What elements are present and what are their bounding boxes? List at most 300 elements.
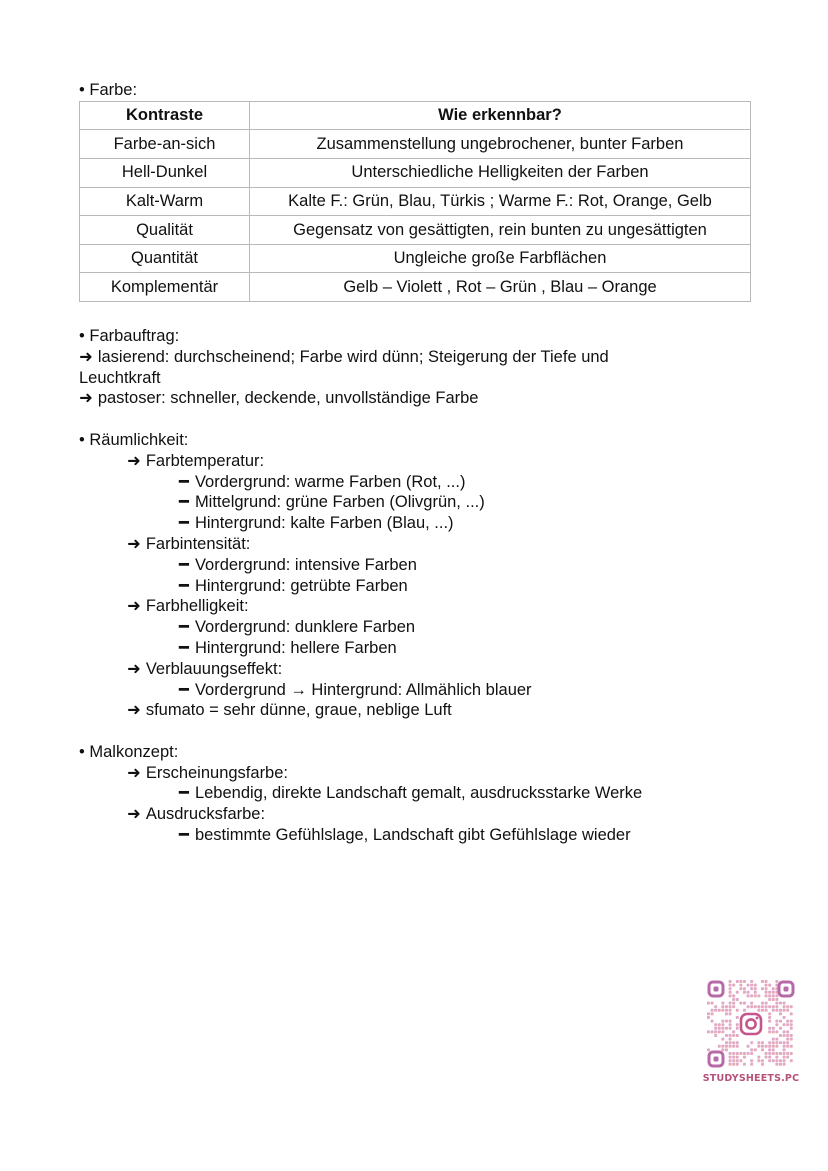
qr-module	[714, 1027, 717, 1030]
qr-module	[775, 1023, 778, 1026]
qr-module	[772, 1009, 775, 1012]
table-row	[80, 187, 751, 216]
qr-module	[750, 984, 753, 987]
qr-module	[732, 1041, 735, 1044]
qr-module	[736, 1016, 739, 1019]
group-label: ➜ Farbintensität:	[127, 534, 251, 553]
qr-module	[729, 1012, 732, 1015]
qr-module	[768, 994, 771, 997]
table-row	[80, 216, 751, 245]
qr-module	[768, 1045, 771, 1048]
qr-module	[786, 1023, 789, 1026]
qr-module	[718, 1009, 721, 1012]
header-wie-erkennbar: Wie erkennbar?	[250, 101, 751, 130]
qr-module	[783, 1030, 786, 1033]
qr-module	[707, 1048, 710, 1051]
qr-module	[750, 1063, 753, 1066]
qr-module	[750, 1002, 753, 1005]
group-label: ➜ Verblauungseffekt:	[127, 659, 283, 678]
qr-module	[721, 1005, 724, 1008]
qr-module	[750, 1005, 753, 1008]
list-item: ➜ pastoser: schneller, deckende, unvollständige Farbe	[79, 389, 479, 408]
qr-module	[743, 991, 746, 994]
section-farbauftrag	[79, 326, 769, 409]
qr-module	[732, 1052, 735, 1055]
qr-module	[768, 1030, 771, 1033]
list-item: ━ Hintergrund: hellere Farben	[179, 638, 397, 657]
qr-module	[750, 1059, 753, 1062]
qr-module	[739, 987, 742, 990]
qr-module	[736, 1041, 739, 1044]
qr-module	[714, 1030, 717, 1033]
group-label: ➜ Farbtemperatur:	[127, 451, 265, 470]
qr-module	[772, 1030, 775, 1033]
qr-module	[775, 1059, 778, 1062]
qr-module	[772, 1005, 775, 1008]
qr-module	[721, 1030, 724, 1033]
qr-module	[786, 1020, 789, 1023]
table-cell: Quantität	[80, 244, 250, 273]
qr-module	[718, 1030, 721, 1033]
qr-module	[757, 1059, 760, 1062]
qr-module	[768, 998, 771, 1001]
qr-module	[711, 1012, 714, 1015]
qr-module	[725, 1005, 728, 1008]
qr-module	[747, 1052, 750, 1055]
table-row	[80, 130, 751, 159]
dash-icon: ━	[179, 680, 189, 699]
qr-module	[761, 1009, 764, 1012]
qr-module	[775, 1030, 778, 1033]
qr-module	[768, 991, 771, 994]
qr-module	[765, 1002, 768, 1005]
list-item: ━ Vordergrund → Hintergrund: Allmählich blauer	[179, 680, 532, 699]
qr-module	[711, 1002, 714, 1005]
qr-module	[750, 1048, 753, 1051]
qr-module	[786, 1030, 789, 1033]
qr-module	[775, 1038, 778, 1041]
qr-module	[729, 1045, 732, 1048]
table-cell: Qualität	[80, 216, 250, 245]
qr-module	[783, 1005, 786, 1008]
qr-module	[772, 987, 775, 990]
qr-module	[772, 1045, 775, 1048]
qr-module	[786, 1052, 789, 1055]
table-row	[80, 158, 751, 187]
qr-module	[779, 1041, 782, 1044]
qr-module	[765, 984, 768, 987]
qr-module	[732, 1056, 735, 1059]
table-row	[80, 244, 751, 273]
list-item: ━ Vordergrund: warme Farben (Rot, ...)	[179, 472, 466, 491]
qr-module	[739, 1002, 742, 1005]
qr-module	[783, 1052, 786, 1055]
list-item: ━ Hintergrund: kalte Farben (Blau, ...)	[179, 514, 454, 533]
kontraste-table	[79, 101, 751, 302]
qr-module	[743, 1056, 746, 1059]
qr-module	[729, 980, 732, 983]
qr-module	[725, 1045, 728, 1048]
qr-module	[732, 994, 735, 997]
section-malkonzept	[79, 742, 769, 846]
qr-module	[721, 1020, 724, 1023]
qr-module	[725, 1027, 728, 1030]
qr-module	[729, 1052, 732, 1055]
qr-module	[761, 987, 764, 990]
qr-module	[714, 1023, 717, 1026]
qr-module	[721, 1048, 724, 1051]
qr-module	[783, 1009, 786, 1012]
qr-module	[775, 1045, 778, 1048]
qr-module	[761, 1048, 764, 1051]
group-label: ➜ Erscheinungsfarbe:	[127, 763, 288, 782]
qr-module	[768, 1012, 771, 1015]
qr-module	[750, 987, 753, 990]
qr-module	[772, 1041, 775, 1044]
list-item: ➜ lasierend: durchscheinend; Farbe wird dünn; Steigerung der Tiefe und Leuchtkraft	[79, 347, 609, 387]
qr-module	[743, 1002, 746, 1005]
qr-module	[743, 1063, 746, 1066]
qr-module	[790, 1059, 793, 1062]
qr-module	[761, 1002, 764, 1005]
qr-module	[729, 1023, 732, 1026]
list-item: ━ Vordergrund: dunklere Farben	[179, 618, 416, 637]
table-cell: Gelb – Violett , Rot – Grün , Blau – Orange	[250, 273, 751, 302]
qr-module	[768, 1056, 771, 1059]
qr-module	[747, 991, 750, 994]
qr-module	[779, 1002, 782, 1005]
qr-module	[775, 1056, 778, 1059]
qr-module	[775, 1020, 778, 1023]
qr-module	[772, 1048, 775, 1051]
qr-module	[765, 1009, 768, 1012]
qr-module	[736, 1056, 739, 1059]
qr-module	[765, 1056, 768, 1059]
group-label: ➜ Ausdrucksfarbe:	[127, 805, 266, 824]
table-row	[80, 273, 751, 302]
qr-module	[765, 994, 768, 997]
arrow-icon: ➜	[79, 347, 93, 366]
qr-module	[732, 1005, 735, 1008]
qr-module	[790, 1012, 793, 1015]
qr-module	[721, 1027, 724, 1030]
qr-module	[729, 1027, 732, 1030]
qr-module	[768, 1005, 771, 1008]
qr-module	[768, 1020, 771, 1023]
qr-module	[779, 1034, 782, 1037]
qr-module	[729, 1009, 732, 1012]
table-cell: Kalt-Warm	[80, 187, 250, 216]
qr-module	[729, 987, 732, 990]
qr-module	[721, 1002, 724, 1005]
qr-module	[761, 980, 764, 983]
qr-module	[783, 1023, 786, 1026]
section-farbe	[79, 80, 769, 302]
list-item: ━ bestimmte Gefühlslage, Landschaft gibt Gefühlslage wieder	[179, 826, 631, 845]
qr-module	[783, 1056, 786, 1059]
qr-module	[736, 1023, 739, 1026]
qr-module	[729, 1056, 732, 1059]
qr-module	[779, 1012, 782, 1015]
qr-module	[729, 991, 732, 994]
header-kontraste: Kontraste	[80, 101, 250, 130]
qr-module	[772, 994, 775, 997]
table-cell: Zusammenstellung ungebrochener, bunter Farben	[250, 130, 751, 159]
qr-module	[707, 1016, 710, 1019]
qr-module	[721, 1045, 724, 1048]
qr-module	[779, 1009, 782, 1012]
table-cell: Farbe-an-sich	[80, 130, 250, 159]
qr-module	[779, 1063, 782, 1066]
table-header-row	[80, 101, 751, 130]
qr-module	[775, 998, 778, 1001]
qr-module	[721, 1023, 724, 1026]
heading-malkonzept: • Malkonzept:	[79, 742, 179, 761]
qr-module	[775, 1005, 778, 1008]
qr-module	[772, 1038, 775, 1041]
qr-module	[775, 1009, 778, 1012]
list-item: ━ Hintergrund: getrübte Farben	[179, 576, 408, 595]
qr-module	[729, 1059, 732, 1062]
table-cell: Unterschiedliche Helligkeiten der Farben	[250, 158, 751, 187]
dash-icon: ━	[179, 638, 189, 657]
qr-module	[732, 1002, 735, 1005]
qr-module	[750, 1041, 753, 1044]
qr-module	[761, 1045, 764, 1048]
arrow-icon: ➜	[127, 659, 141, 678]
qr-module	[772, 1059, 775, 1062]
studysheets-label: STUDYSHEETS.PC	[702, 1073, 800, 1084]
qr-module	[743, 1009, 746, 1012]
qr-module	[718, 1045, 721, 1048]
qr-module	[732, 1030, 735, 1033]
section-raeumlichkeit	[79, 430, 769, 721]
qr-module	[775, 1063, 778, 1066]
qr-module	[765, 1005, 768, 1008]
qr-module	[783, 1034, 786, 1037]
qr-module	[783, 1002, 786, 1005]
table-cell: Hell-Dunkel	[80, 158, 250, 187]
qr-module	[765, 980, 768, 983]
dash-icon: ━	[179, 555, 189, 574]
qr-module	[779, 1020, 782, 1023]
dash-icon: ━	[179, 576, 189, 595]
qr-module	[725, 1048, 728, 1051]
qr-module	[765, 991, 768, 994]
qr-module	[775, 1052, 778, 1055]
qr-module	[707, 1012, 710, 1015]
qr-module	[790, 1027, 793, 1030]
qr-module	[754, 1048, 757, 1051]
qr-module	[711, 1030, 714, 1033]
qr-module	[736, 1059, 739, 1062]
qr-module	[718, 1023, 721, 1026]
qr-module	[743, 987, 746, 990]
qr-module	[754, 987, 757, 990]
qr-module	[729, 1038, 732, 1041]
qr-module	[775, 1041, 778, 1044]
qr-module	[768, 1048, 771, 1051]
qr-module	[732, 998, 735, 1001]
list-item: ━ Mittelgrund: grüne Farben (Olivgrün, ...)	[179, 493, 485, 512]
qr-module	[754, 994, 757, 997]
qr-module	[775, 1002, 778, 1005]
qr-module	[750, 1052, 753, 1055]
dash-icon: ━	[179, 826, 189, 845]
qr-module	[754, 1005, 757, 1008]
qr-module	[790, 1005, 793, 1008]
qr-module	[754, 984, 757, 987]
group-label: ➜ sfumato = sehr dünne, graue, neblige Luft	[127, 701, 452, 720]
qr-module	[786, 1034, 789, 1037]
arrow-icon: ➜	[79, 389, 93, 408]
qr-module	[783, 1059, 786, 1062]
qr-module	[783, 1048, 786, 1051]
qr-module	[714, 1005, 717, 1008]
qr-module	[765, 1045, 768, 1048]
qr-module	[736, 1045, 739, 1048]
qr-module	[765, 1052, 768, 1055]
qr-module	[721, 1009, 724, 1012]
qr-module	[772, 1027, 775, 1030]
dash-icon: ━	[179, 784, 189, 803]
qr-module	[729, 1020, 732, 1023]
qr-module	[732, 1034, 735, 1037]
qr-module	[768, 1052, 771, 1055]
qr-module	[739, 1052, 742, 1055]
qr-module	[772, 1052, 775, 1055]
arrow-icon: ➜	[127, 805, 141, 824]
qr-module	[729, 1063, 732, 1066]
qr-module	[761, 1005, 764, 1008]
qr-module	[725, 1009, 728, 1012]
qr-module	[714, 1034, 717, 1037]
qr-module	[775, 980, 778, 983]
qr-module	[707, 1030, 710, 1033]
qr-module	[757, 1009, 760, 1012]
qr-module	[790, 1038, 793, 1041]
qr-module	[732, 984, 735, 987]
qr-module	[779, 1052, 782, 1055]
list-item: ━ Vordergrund: intensive Farben	[179, 555, 417, 574]
qr-module	[779, 1027, 782, 1030]
list-item: ━ Lebendig, direkte Landschaft gemalt, ausdrucksstarke Werke	[179, 784, 643, 803]
qr-module	[775, 994, 778, 997]
qr-module	[750, 994, 753, 997]
qr-module	[786, 1005, 789, 1008]
qr-module	[772, 991, 775, 994]
heading-farbauftrag: • Farbauftrag:	[79, 326, 180, 345]
qr-module	[739, 1059, 742, 1062]
qr-module	[783, 1041, 786, 1044]
table-cell: Ungleiche große Farbflächen	[250, 244, 751, 273]
qr-module	[736, 980, 739, 983]
qr-module	[786, 1009, 789, 1012]
table-cell: Gegensatz von gesättigten, rein bunten zu ungesättigten	[250, 216, 751, 245]
qr-module	[757, 1045, 760, 1048]
qr-module	[757, 1041, 760, 1044]
table-cell: Komplementär	[80, 273, 250, 302]
qr-module	[736, 1063, 739, 1066]
heading-raeumlichkeit: • Räumlichkeit:	[79, 430, 189, 449]
qr-module	[786, 1056, 789, 1059]
qr-module	[736, 1052, 739, 1055]
qr-module	[790, 1023, 793, 1026]
qr-module	[747, 994, 750, 997]
qr-module	[768, 1016, 771, 1019]
qr-module	[736, 1034, 739, 1037]
qr-module	[747, 984, 750, 987]
arrow-icon: ➜	[127, 701, 141, 720]
qr-module	[729, 1034, 732, 1037]
qr-module	[765, 987, 768, 990]
qr-module	[732, 1045, 735, 1048]
dash-icon: ━	[179, 493, 189, 512]
qr-module	[750, 980, 753, 983]
qr-module	[790, 1020, 793, 1023]
qr-module	[761, 1041, 764, 1044]
qr-module	[736, 1027, 739, 1030]
qr-module	[757, 1005, 760, 1008]
qr-module	[729, 1005, 732, 1008]
table-cell: Kalte F.: Grün, Blau, Türkis ; Warme F.: Rot, Orange, Gelb	[250, 187, 751, 216]
arrow-icon: ➜	[127, 451, 141, 470]
qr-module	[757, 994, 760, 997]
qr-module	[747, 1045, 750, 1048]
dash-icon: ━	[179, 618, 189, 637]
qr-module	[772, 998, 775, 1001]
qr-module	[754, 991, 757, 994]
qr-module	[768, 1027, 771, 1030]
qr-module	[779, 1059, 782, 1062]
qr-module	[768, 984, 771, 987]
qr-module	[786, 1045, 789, 1048]
qr-module	[768, 1041, 771, 1044]
group-label: ➜ Farbhelligkeit:	[127, 597, 249, 616]
qr-module	[739, 984, 742, 987]
qr-module	[729, 1002, 732, 1005]
arrow-icon: ➜	[127, 597, 141, 616]
qr-module	[736, 1009, 739, 1012]
qr-module	[768, 1059, 771, 1062]
qr-module	[790, 1052, 793, 1055]
qr-module	[747, 1005, 750, 1008]
qr-module	[729, 1041, 732, 1044]
qr-module	[711, 1009, 714, 1012]
qr-module	[783, 1016, 786, 1019]
qr-module	[714, 1009, 717, 1012]
dash-icon: ━	[179, 472, 189, 491]
qr-module	[783, 1045, 786, 1048]
qr-module	[732, 1059, 735, 1062]
qr-module	[790, 1045, 793, 1048]
qr-module	[732, 1063, 735, 1066]
qr-module	[711, 1020, 714, 1023]
qr-module	[721, 1038, 724, 1041]
qr-module	[729, 994, 732, 997]
qr-module	[718, 1027, 721, 1030]
arrow-icon: ➜	[127, 534, 141, 553]
qr-module	[736, 998, 739, 1001]
qr-module	[736, 991, 739, 994]
qr-module	[786, 1038, 789, 1041]
qr-module	[707, 1002, 710, 1005]
qr-module	[725, 1012, 728, 1015]
arrow-icon: ➜	[127, 763, 141, 782]
instagram-qr-icon[interactable]	[706, 979, 796, 1069]
dash-icon: ━	[179, 514, 189, 533]
qr-module	[757, 1056, 760, 1059]
